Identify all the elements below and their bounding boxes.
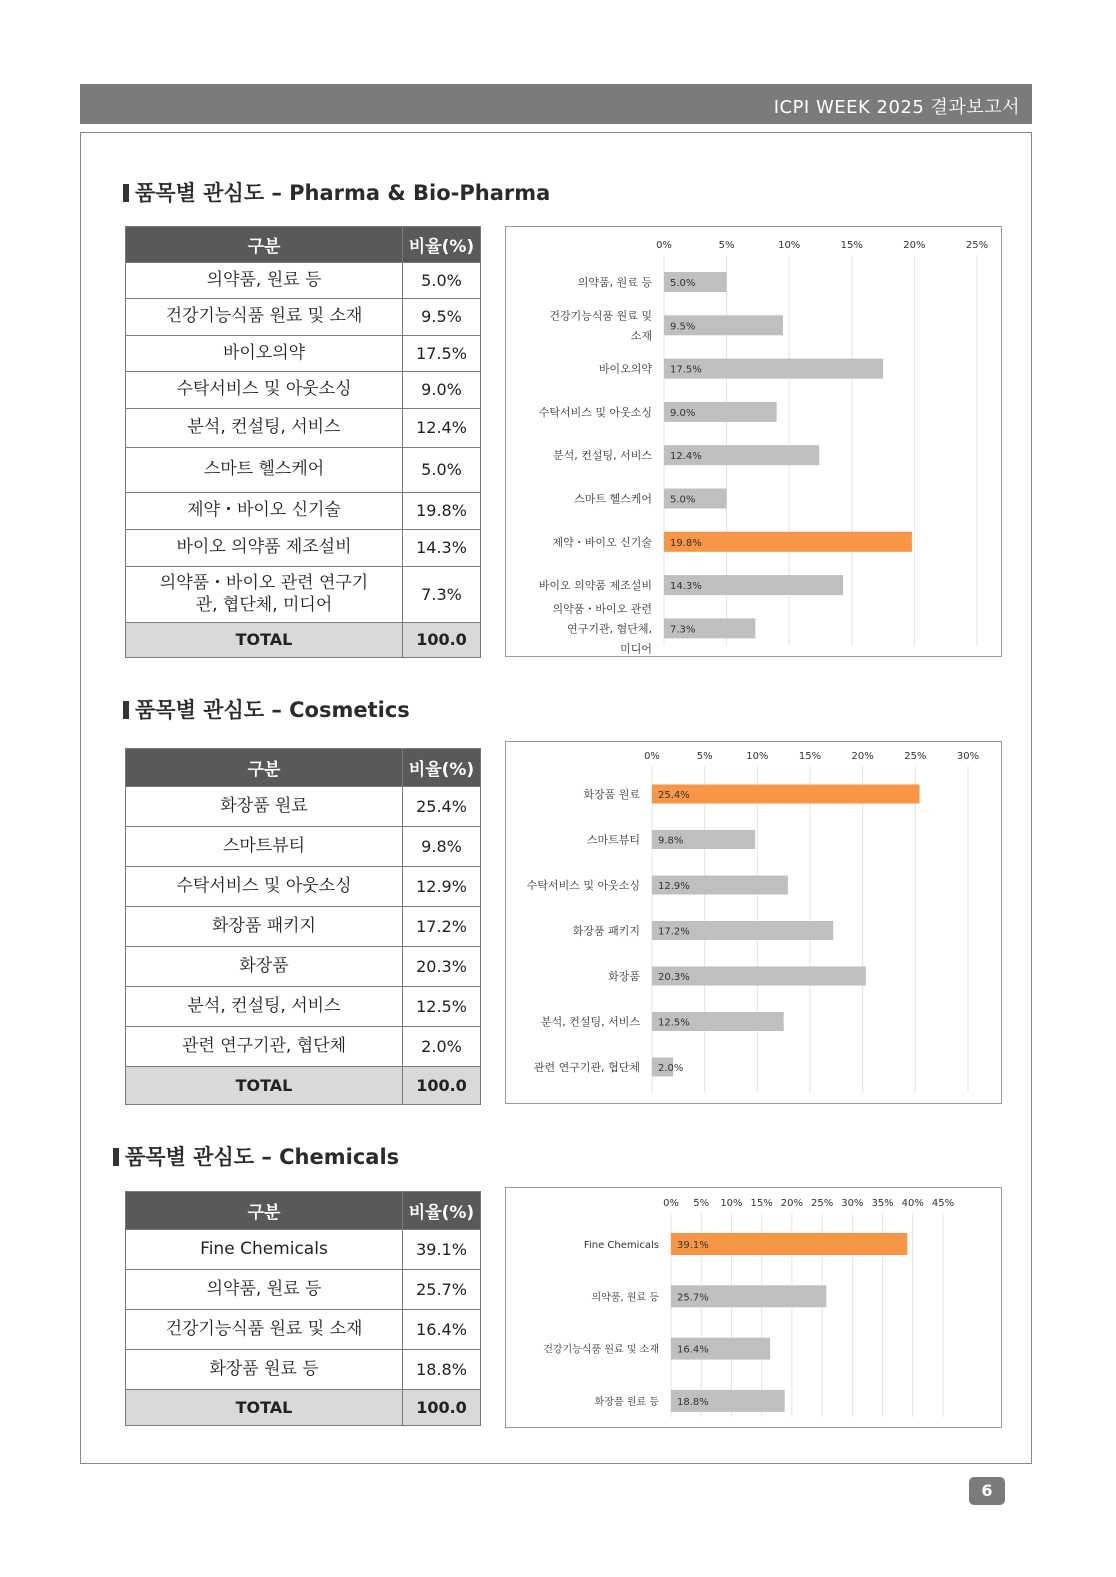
section-title-text: 품목별 관심도 – Cosmetics — [135, 698, 410, 722]
cosmetics-table — [125, 748, 481, 1105]
tick-label: 10% — [778, 240, 801, 251]
tick-label: 25% — [904, 751, 927, 762]
row-label: 스마트뷰티 — [126, 827, 403, 867]
data-label: 5.0% — [670, 278, 696, 289]
total-value: 100.0 — [403, 1067, 481, 1105]
table-row — [126, 867, 481, 907]
row-label: 분석, 컨설팅, 서비스 — [126, 987, 403, 1027]
row-label: 수탁서비스 및 아웃소싱 — [126, 867, 403, 907]
tick-label: 0% — [656, 240, 672, 251]
table-row — [126, 947, 481, 987]
category-label: 화장품 — [608, 970, 640, 983]
row-value: 25.7% — [403, 1270, 481, 1310]
section-title-text: 품목별 관심도 – Chemicals — [125, 1145, 400, 1169]
category-label: 바이오의약 — [598, 362, 652, 376]
tick-label: 45% — [931, 1198, 955, 1209]
tick-label: 15% — [798, 751, 822, 762]
table-row — [126, 299, 481, 336]
data-label: 7.3% — [670, 624, 696, 636]
table-row — [126, 409, 481, 448]
row-label: 의약품, 원료 등 — [126, 1270, 403, 1310]
data-label: 9.5% — [670, 321, 696, 333]
row-value: 18.8% — [403, 1350, 481, 1390]
tick-label: 15% — [750, 1198, 773, 1209]
row-label: Fine Chemicals — [126, 1230, 403, 1270]
row-value: 39.1% — [403, 1230, 481, 1270]
total-value: 100.0 — [403, 623, 481, 658]
tick-label: 25% — [965, 240, 989, 251]
table-row — [126, 1350, 481, 1390]
chemicals-table — [125, 1191, 481, 1426]
row-label: 의약품・바이오 관련 연구기관, 협단체, 미디어 — [126, 567, 403, 623]
category-label: 분석, 컨설팅, 서비스 — [553, 449, 652, 463]
row-label: 스마트 헬스케어 — [126, 448, 403, 493]
data-label: 39.1% — [677, 1240, 709, 1251]
section-title-chemicals — [113, 1141, 399, 1171]
section-title-text: 품목별 관심도 – Pharma & Bio-Pharma — [135, 181, 551, 205]
category-label: 스마트뷰티 — [586, 833, 640, 847]
table-header-ratio: 비율(%) — [403, 1192, 481, 1230]
table-total-row — [126, 1390, 481, 1426]
cosmetics-chart — [505, 741, 1002, 1104]
table-row — [126, 907, 481, 947]
category-label: 건강기능식품 원료 및 소재 — [549, 309, 652, 343]
tick-label: 30% — [956, 751, 980, 762]
category-label: 의약품, 원료 등 — [577, 276, 652, 289]
total-label: TOTAL — [126, 1390, 403, 1426]
row-value: 14.3% — [403, 530, 481, 567]
data-label: 12.4% — [670, 451, 702, 463]
table-row — [126, 1310, 481, 1350]
row-value: 17.2% — [403, 907, 481, 947]
data-label: 12.5% — [658, 1017, 690, 1029]
row-value: 19.8% — [403, 493, 481, 530]
table-header-category: 구분 — [126, 749, 403, 787]
bar — [652, 785, 920, 804]
row-label: 의약품, 원료 등 — [126, 263, 403, 299]
table-total-row — [126, 623, 481, 658]
table-header-ratio: 비율(%) — [403, 749, 481, 787]
data-label: 20.3% — [658, 972, 690, 983]
row-label: 제약・바이오 신기술 — [126, 493, 403, 530]
row-value: 16.4% — [403, 1310, 481, 1350]
page-header-bar — [80, 84, 1032, 124]
row-value: 25.4% — [403, 787, 481, 827]
total-label: TOTAL — [126, 1067, 403, 1105]
tick-label: 20% — [903, 240, 926, 251]
data-label: 2.0% — [658, 1063, 684, 1074]
table-row — [126, 1230, 481, 1270]
tick-label: 35% — [871, 1198, 894, 1209]
data-label: 9.0% — [670, 407, 696, 419]
category-label: 화장품 원료 등 — [594, 1396, 659, 1408]
tick-label: 5% — [693, 1198, 710, 1209]
row-value: 5.0% — [403, 263, 481, 299]
data-label: 17.2% — [658, 926, 690, 938]
data-label: 14.3% — [670, 581, 702, 593]
row-value: 17.5% — [403, 336, 481, 372]
table-row — [126, 1027, 481, 1067]
tick-label: 20% — [780, 1198, 804, 1209]
page-header-title: ICPI WEEK 2025 결과보고서 — [773, 97, 1020, 118]
category-label: 의약품・바이오 관련 연구기관, 협단체, 미디어 — [552, 602, 652, 656]
data-label: 16.4% — [677, 1344, 709, 1356]
row-value: 7.3% — [403, 567, 481, 623]
table-total-row — [126, 1067, 481, 1105]
row-label: 화장품 원료 — [126, 787, 403, 827]
category-label: 화장품 원료 — [583, 788, 640, 801]
category-label: 분석, 컨설팅, 서비스 — [541, 1015, 640, 1029]
row-label: 화장품 패키지 — [126, 907, 403, 947]
total-value: 100.0 — [403, 1390, 481, 1426]
row-value: 9.5% — [403, 299, 481, 336]
tick-label: 5% — [718, 240, 735, 251]
tick-label: 25% — [810, 1198, 834, 1209]
table-row — [126, 1270, 481, 1310]
data-label: 18.8% — [677, 1396, 709, 1408]
table-row — [126, 530, 481, 567]
category-label: 제약・바이오 신기술 — [552, 535, 652, 549]
table-row — [126, 827, 481, 867]
table-header-category: 구분 — [126, 227, 403, 263]
row-value: 12.4% — [403, 409, 481, 448]
table-row — [126, 567, 481, 623]
row-value: 9.0% — [403, 372, 481, 409]
total-label: TOTAL — [126, 623, 403, 658]
tick-label: 0% — [644, 751, 660, 762]
table-row — [126, 336, 481, 372]
pharma-table — [125, 226, 481, 658]
tick-label: 10% — [720, 1198, 743, 1209]
data-label: 9.8% — [658, 835, 684, 847]
category-label: 관련 연구기관, 협단체 — [533, 1061, 640, 1074]
category-label: 수탁서비스 및 아웃소싱 — [526, 879, 640, 892]
category-label: Fine Chemicals — [583, 1240, 659, 1251]
row-label: 관련 연구기관, 협단체 — [126, 1027, 403, 1067]
data-label: 19.8% — [670, 537, 702, 549]
data-label: 5.0% — [670, 494, 696, 506]
row-value: 5.0% — [403, 448, 481, 493]
row-value: 2.0% — [403, 1027, 481, 1067]
tick-label: 15% — [840, 240, 863, 251]
row-label: 건강기능식품 원료 및 소재 — [126, 1310, 403, 1350]
row-label: 바이오의약 — [126, 336, 403, 372]
page-number: 6 — [969, 1477, 1005, 1505]
row-value: 12.9% — [403, 867, 481, 907]
table-row — [126, 787, 481, 827]
row-label: 분석, 컨설팅, 서비스 — [126, 409, 403, 448]
category-label: 바이오 의약품 제조설비 — [538, 579, 652, 593]
chemicals-chart — [505, 1187, 1002, 1428]
section-marker-icon — [123, 184, 129, 202]
row-value: 12.5% — [403, 987, 481, 1027]
tick-label: 5% — [696, 751, 713, 762]
data-label: 25.4% — [658, 790, 690, 801]
table-header-category: 구분 — [126, 1192, 403, 1230]
section-marker-icon — [123, 701, 129, 719]
category-label: 건강기능식품 원료 및 소재 — [543, 1344, 659, 1356]
row-value: 9.8% — [403, 827, 481, 867]
data-label: 25.7% — [677, 1292, 709, 1304]
row-label: 수탁서비스 및 아웃소싱 — [126, 372, 403, 409]
row-value: 20.3% — [403, 947, 481, 987]
row-label: 건강기능식품 원료 및 소재 — [126, 299, 403, 336]
table-row — [126, 448, 481, 493]
table-row — [126, 987, 481, 1027]
section-marker-icon — [113, 1148, 119, 1166]
pharma-chart — [505, 226, 1002, 657]
table-row — [126, 263, 481, 299]
tick-label: 20% — [851, 751, 874, 762]
category-label: 의약품, 원료 등 — [591, 1292, 659, 1304]
section-title-pharma — [123, 177, 550, 207]
tick-label: 30% — [841, 1198, 864, 1209]
row-label: 화장품 원료 등 — [126, 1350, 403, 1390]
row-label: 화장품 — [126, 947, 403, 987]
table-row — [126, 372, 481, 409]
data-label: 12.9% — [658, 881, 690, 892]
tick-label: 10% — [746, 751, 769, 762]
section-title-cosmetics — [123, 694, 410, 724]
category-label: 스마트 헬스케어 — [574, 492, 652, 506]
tick-label: 0% — [663, 1198, 679, 1209]
data-label: 17.5% — [670, 364, 702, 376]
category-label: 수탁서비스 및 아웃소싱 — [538, 405, 652, 419]
tick-label: 40% — [901, 1198, 924, 1209]
table-header-ratio: 비율(%) — [403, 227, 481, 263]
row-label: 바이오 의약품 제조설비 — [126, 530, 403, 567]
category-label: 화장품 패키지 — [572, 924, 640, 938]
table-row — [126, 493, 481, 530]
